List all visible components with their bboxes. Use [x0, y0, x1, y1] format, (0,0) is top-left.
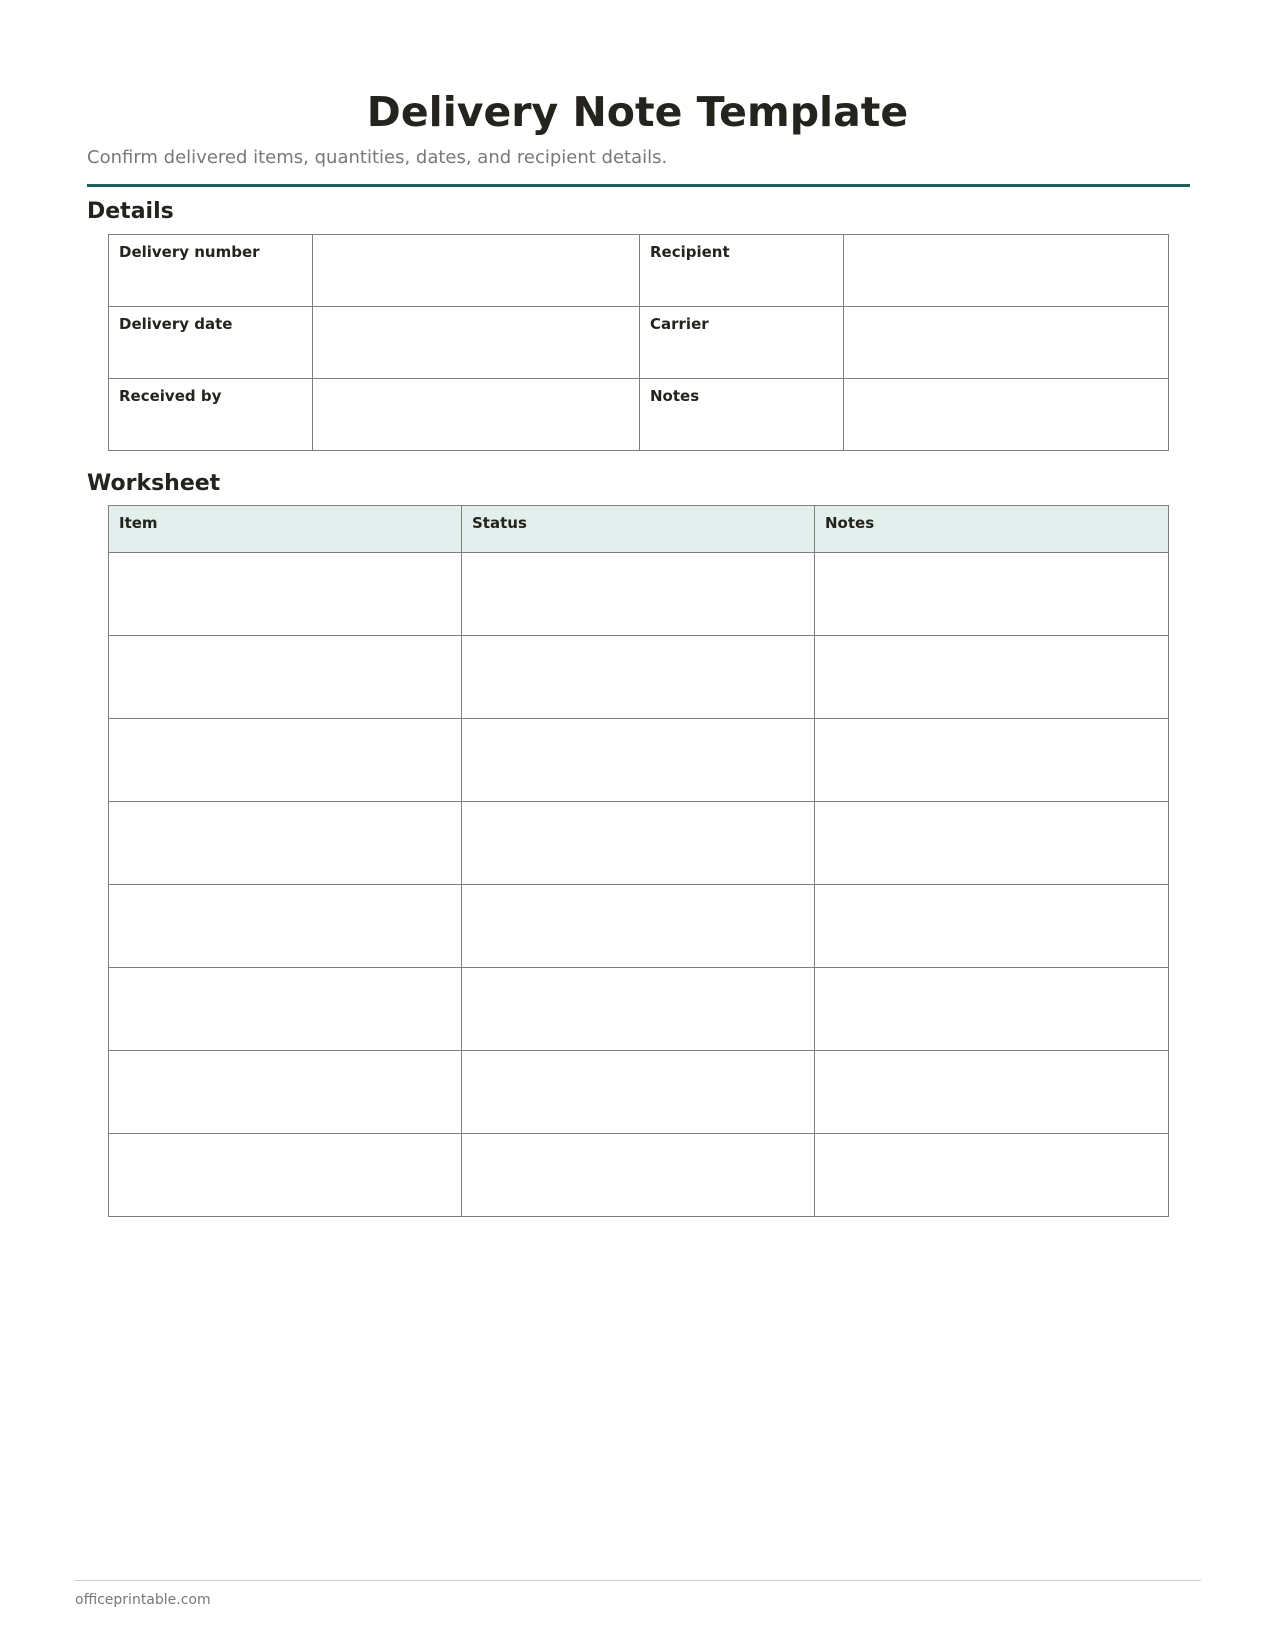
worksheet-cell[interactable] — [109, 968, 462, 1051]
worksheet-cell[interactable] — [462, 802, 815, 885]
worksheet-table — [108, 505, 1169, 1217]
column-header-item: Item — [109, 506, 462, 553]
worksheet-body — [109, 553, 1169, 1217]
worksheet-cell[interactable] — [462, 1134, 815, 1217]
details-value-field[interactable] — [844, 235, 1169, 307]
worksheet-cell[interactable] — [462, 636, 815, 719]
details-label: Delivery number — [109, 235, 313, 307]
footer-text: officeprintable.com — [75, 1592, 211, 1608]
details-row — [109, 235, 1169, 307]
details-label: Notes — [640, 379, 844, 451]
footer-divider — [75, 1580, 1201, 1581]
worksheet-cell[interactable] — [462, 1051, 815, 1134]
worksheet-cell[interactable] — [462, 885, 815, 968]
details-value-field[interactable] — [313, 235, 640, 307]
worksheet-cell[interactable] — [462, 719, 815, 802]
details-value-field[interactable] — [844, 379, 1169, 451]
details-value-field[interactable] — [313, 307, 640, 379]
worksheet-cell[interactable] — [815, 885, 1169, 968]
details-label: Recipient — [640, 235, 844, 307]
page-subtitle: Confirm delivered items, quantities, dates, and recipient details. — [87, 147, 668, 168]
worksheet-cell[interactable] — [815, 1051, 1169, 1134]
details-value-field[interactable] — [313, 379, 640, 451]
worksheet-cell[interactable] — [815, 802, 1169, 885]
worksheet-cell[interactable] — [109, 1051, 462, 1134]
table-row — [109, 636, 1169, 719]
worksheet-cell[interactable] — [462, 968, 815, 1051]
table-row — [109, 553, 1169, 636]
details-value-field[interactable] — [844, 307, 1169, 379]
worksheet-cell[interactable] — [815, 719, 1169, 802]
column-header-notes: Notes — [815, 506, 1169, 553]
details-heading: Details — [87, 199, 174, 224]
details-label: Delivery date — [109, 307, 313, 379]
worksheet-cell[interactable] — [815, 1134, 1169, 1217]
worksheet-cell[interactable] — [109, 636, 462, 719]
details-table — [108, 234, 1169, 451]
worksheet-cell[interactable] — [109, 885, 462, 968]
table-row — [109, 802, 1169, 885]
worksheet-header-row — [109, 506, 1169, 553]
worksheet-cell[interactable] — [109, 553, 462, 636]
title-divider — [87, 184, 1190, 187]
worksheet-cell[interactable] — [815, 968, 1169, 1051]
worksheet-cell[interactable] — [109, 802, 462, 885]
worksheet-cell[interactable] — [815, 636, 1169, 719]
details-label: Carrier — [640, 307, 844, 379]
worksheet-cell[interactable] — [815, 553, 1169, 636]
worksheet-cell[interactable] — [462, 553, 815, 636]
worksheet-cell[interactable] — [109, 1134, 462, 1217]
page-title: Delivery Note Template — [366, 88, 909, 136]
details-row — [109, 379, 1169, 451]
worksheet-cell[interactable] — [109, 719, 462, 802]
details-row — [109, 307, 1169, 379]
worksheet-heading: Worksheet — [87, 471, 221, 496]
table-row — [109, 968, 1169, 1051]
column-header-status: Status — [462, 506, 815, 553]
table-row — [109, 1051, 1169, 1134]
table-row — [109, 1134, 1169, 1217]
table-row — [109, 719, 1169, 802]
details-label: Received by — [109, 379, 313, 451]
table-row — [109, 885, 1169, 968]
